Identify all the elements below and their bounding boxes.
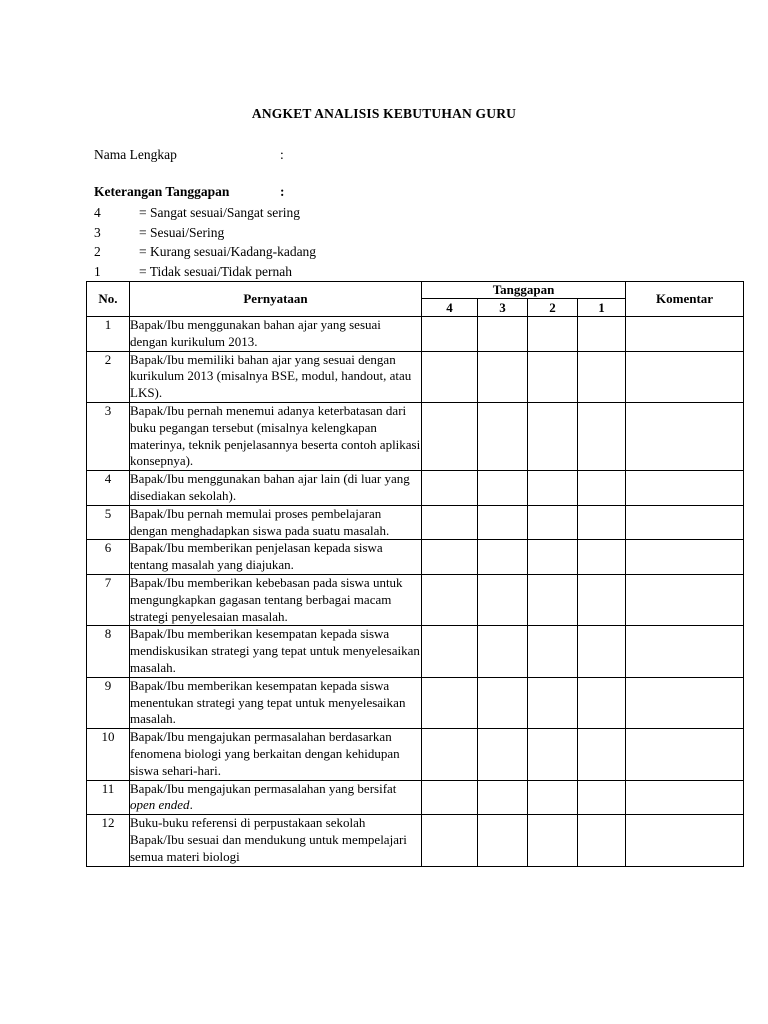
statement-cell [130,574,422,625]
response-cell-2[interactable] [528,471,578,506]
comment-cell[interactable] [626,780,744,815]
statement-text: Bapak/Ibu memberikan kebebasan pada siswa untuk mengungkapkan gagasan tentang berbagai macam strategi penyelesaian masalah. [130,574,403,624]
table-row [87,540,744,575]
response-cell-2[interactable] [528,317,578,352]
row-number: 9 [87,677,130,728]
statement-text: Bapak/Ibu memberikan kesempatan kepada siswa menentukan strategi yang tepat untuk menyelesaikan masalah. [130,677,406,727]
survey-table [86,281,744,867]
response-cell-3[interactable] [478,574,528,625]
response-cell-2[interactable] [528,505,578,540]
response-cell-3[interactable] [478,780,528,815]
comment-cell[interactable] [626,626,744,677]
legend-desc: = Kurang sesuai/Kadang-kadang [139,244,317,259]
response-cell-3[interactable] [478,317,528,352]
row-number: 8 [87,626,130,677]
response-cell-4[interactable] [422,505,478,540]
legend-heading [94,184,285,200]
row-number: 7 [87,574,130,625]
row-number: 10 [87,729,130,780]
response-cell-3[interactable] [478,626,528,677]
comment-cell[interactable] [626,471,744,506]
statement-cell [130,677,422,728]
response-cell-4[interactable] [422,317,478,352]
response-cell-2[interactable] [528,540,578,575]
statement-text: Bapak/Ibu mengajukan permasalahan berdasarkan fenomena biologi yang berkaitan dengan kehidupan siswa sehari-hari. [130,729,400,778]
table-row [87,402,744,470]
table-row [87,351,744,402]
response-cell-3[interactable] [478,402,528,470]
statement-cell [130,402,422,470]
response-cell-4[interactable] [422,626,478,677]
table-row [87,471,744,506]
name-label: Nama Lengkap [94,147,177,162]
row-number: 4 [87,471,130,506]
response-cell-4[interactable] [422,351,478,402]
statement-cell [130,317,422,352]
response-cell-4[interactable] [422,677,478,728]
statement-cell [130,626,422,677]
header-score-4: 4 [422,299,478,317]
response-cell-1[interactable] [578,317,626,352]
response-cell-4[interactable] [422,729,478,780]
header-score-1: 1 [578,299,626,317]
statement-cell [130,505,422,540]
legend-score: 1 [94,263,101,279]
response-cell-1[interactable] [578,351,626,402]
response-cell-4[interactable] [422,471,478,506]
statement-cell [130,540,422,575]
response-cell-2[interactable] [528,402,578,470]
row-number: 5 [87,505,130,540]
name-field [94,147,284,163]
response-cell-4[interactable] [422,780,478,815]
statement-text: Bapak/Ibu menggunakan bahan ajar yang sesuai dengan kurikulum 2013. [130,317,381,349]
comment-cell[interactable] [626,815,744,866]
response-cell-3[interactable] [478,815,528,866]
legend-score: 3 [94,224,101,240]
legend-item [94,262,494,282]
comment-cell[interactable] [626,729,744,780]
response-cell-4[interactable] [422,574,478,625]
comment-cell[interactable] [626,317,744,352]
response-cell-3[interactable] [478,471,528,506]
response-cell-1[interactable] [578,815,626,866]
response-cell-2[interactable] [528,626,578,677]
response-cell-4[interactable] [422,402,478,470]
legend-item [94,203,494,223]
row-number: 3 [87,402,130,470]
row-number: 1 [87,317,130,352]
row-number: 11 [87,780,130,815]
statement-cell [130,729,422,780]
response-cell-2[interactable] [528,351,578,402]
response-cell-2[interactable] [528,815,578,866]
comment-cell[interactable] [626,402,744,470]
legend-item [94,223,494,243]
legend-item [94,242,494,262]
response-cell-1[interactable] [578,540,626,575]
statement-text: Bapak/Ibu memiliki bahan ajar yang sesuai dengan kurikulum 2013 (misalnya BSE, modul, handout, atau LKS). [130,351,412,401]
response-cell-3[interactable] [478,505,528,540]
response-cell-4[interactable] [422,815,478,866]
statement-text: Buku-buku referensi di perpustakaan sekolah Bapak/Ibu sesuai dan mendukung untuk mempelajari semua materi biologi [130,815,407,864]
statement-italic-text: open ended [130,797,190,813]
table-row [87,780,744,815]
header-score-3: 3 [478,299,528,317]
legend-list [94,203,494,281]
response-cell-3[interactable] [478,540,528,575]
header-score-2: 2 [528,299,578,317]
survey-body [87,317,744,867]
statement-text: Bapak/Ibu menggunakan bahan ajar lain (di luar yang disediakan sekolah). [130,471,410,503]
statement-suffix: . [189,797,193,813]
response-cell-1[interactable] [578,626,626,677]
response-cell-3[interactable] [478,677,528,728]
statement-text: Bapak/Ibu memberikan kesempatan kepada siswa mendiskusikan strategi yang tepat untuk menyelesaikan masalah. [130,626,420,675]
table-row [87,815,744,866]
header-statement: Pernyataan [130,282,422,317]
response-cell-1[interactable] [578,729,626,780]
response-cell-3[interactable] [478,351,528,402]
table-row [87,677,744,728]
comment-cell[interactable] [626,505,744,540]
statement-cell [130,351,422,402]
comment-cell[interactable] [626,540,744,575]
comment-cell[interactable] [626,574,744,625]
legend-heading-text: Keterangan Tanggapan [94,184,230,199]
response-cell-1[interactable] [578,402,626,470]
row-number: 2 [87,351,130,402]
legend-desc: = Sesuai/Sering [139,224,225,240]
comment-cell[interactable] [626,351,744,402]
row-number: 12 [87,815,130,866]
table-row [87,729,744,780]
response-cell-1[interactable] [578,574,626,625]
statement-text: Bapak/Ibu pernah menemui adanya keterbatasan dari buku pegangan tersebut (misalnya kelengkapan materinya, teknik penjelasannya beserta contoh aplikasi konsepnya). [130,402,421,469]
legend-desc: = Sangat sesuai/Sangat sering [139,205,300,220]
table-row [87,505,744,540]
response-cell-3[interactable] [478,729,528,780]
statement-text: Bapak/Ibu pernah memulai proses pembelajaran dengan menghadapkan siswa pada suatu masalah. [130,505,390,538]
response-cell-1[interactable] [578,677,626,728]
legend-desc: = Tidak sesuai/Tidak pernah [139,263,292,279]
response-cell-2[interactable] [528,780,578,815]
table-row [87,626,744,677]
statement-cell [130,815,422,866]
response-cell-2[interactable] [528,677,578,728]
statement-text: Bapak/Ibu memberikan penjelasan kepada siswa tentang masalah yang diajukan. [130,540,383,573]
header-no: No. [87,282,130,317]
header-comment: Komentar [626,282,744,317]
comment-cell[interactable] [626,677,744,728]
name-colon: : [280,147,284,162]
legend-score: 2 [94,244,101,259]
legend-colon: : [280,184,285,199]
response-cell-1[interactable] [578,780,626,815]
legend-score: 4 [94,205,101,220]
response-cell-1[interactable] [578,471,626,506]
table-row [87,317,744,352]
header-response: Tanggapan [422,282,626,299]
row-number: 6 [87,540,130,575]
response-cell-2[interactable] [528,729,578,780]
table-row [87,574,744,625]
response-cell-2[interactable] [528,574,578,625]
response-cell-1[interactable] [578,505,626,540]
statement-text: Bapak/Ibu mengajukan permasalahan yang bersifat [130,780,397,796]
statement-cell [130,471,422,506]
statement-cell [130,780,422,815]
document-title: ANGKET ANALISIS KEBUTUHAN GURU [251,106,517,121]
response-cell-4[interactable] [422,540,478,575]
